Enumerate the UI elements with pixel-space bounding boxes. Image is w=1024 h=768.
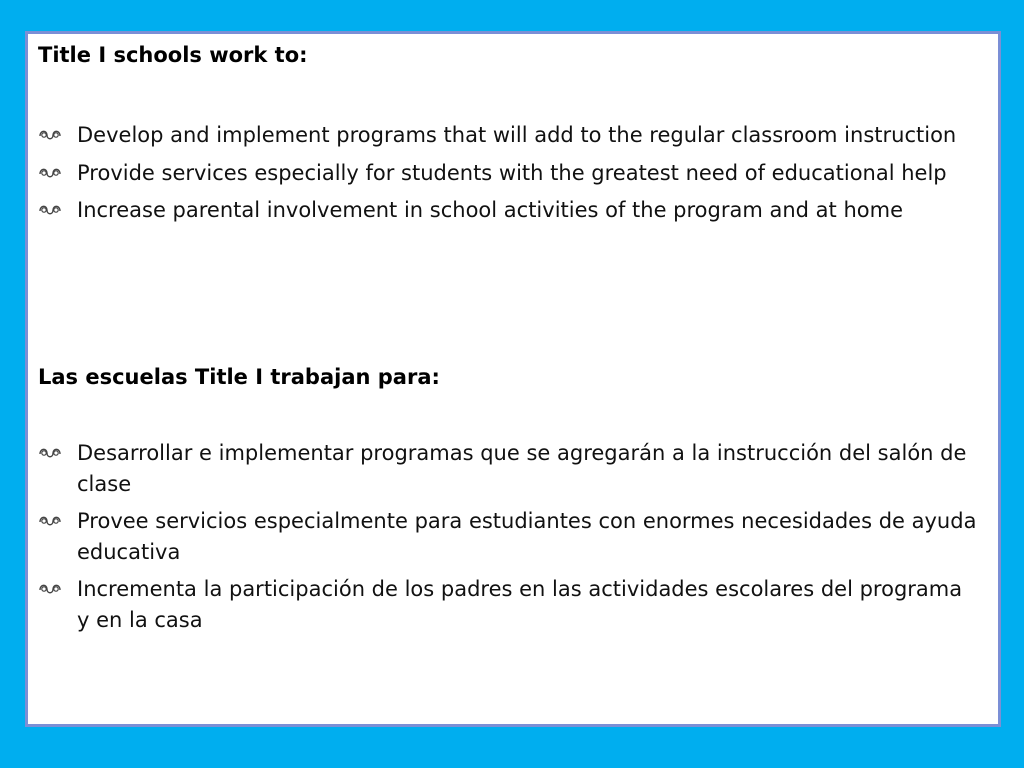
list-item xyxy=(38,438,978,499)
curly-loop-bullet-icon xyxy=(38,580,62,598)
list-item xyxy=(38,195,978,226)
list-item xyxy=(38,120,978,151)
list-item xyxy=(38,574,978,635)
curly-loop-bullet-icon xyxy=(38,201,62,219)
list-item xyxy=(38,158,978,189)
section-heading-english: Title I schools work to: xyxy=(38,43,308,67)
slide-content-panel xyxy=(25,31,1001,727)
bullet-text: Develop and implement programs that will add to the regular classroom instruction xyxy=(77,123,957,147)
curly-loop-bullet-icon xyxy=(38,512,62,530)
bullet-text: Provee servicios especialmente para estudiantes con enormes necesidades de ayuda educativa xyxy=(77,509,977,564)
bullet-text: Desarrollar e implementar programas que se agregarán a la instrucción del salón de clase xyxy=(77,441,967,496)
bullet-list-spanish xyxy=(38,438,978,642)
bullet-text: Provide services especially for students with the greatest need of educational help xyxy=(77,160,947,185)
bullet-text: Incrementa la participación de los padres en las actividades escolares del programa y en la casa xyxy=(77,577,963,632)
section-heading-spanish: Las escuelas Title I trabajan para: xyxy=(38,365,440,389)
curly-loop-bullet-icon xyxy=(38,164,62,182)
bullet-list-english xyxy=(38,120,978,233)
curly-loop-bullet-icon xyxy=(38,444,62,462)
curly-loop-bullet-icon xyxy=(38,126,62,144)
list-item xyxy=(38,506,978,567)
bullet-text: Increase parental involvement in school activities of the program and at home xyxy=(77,198,903,222)
